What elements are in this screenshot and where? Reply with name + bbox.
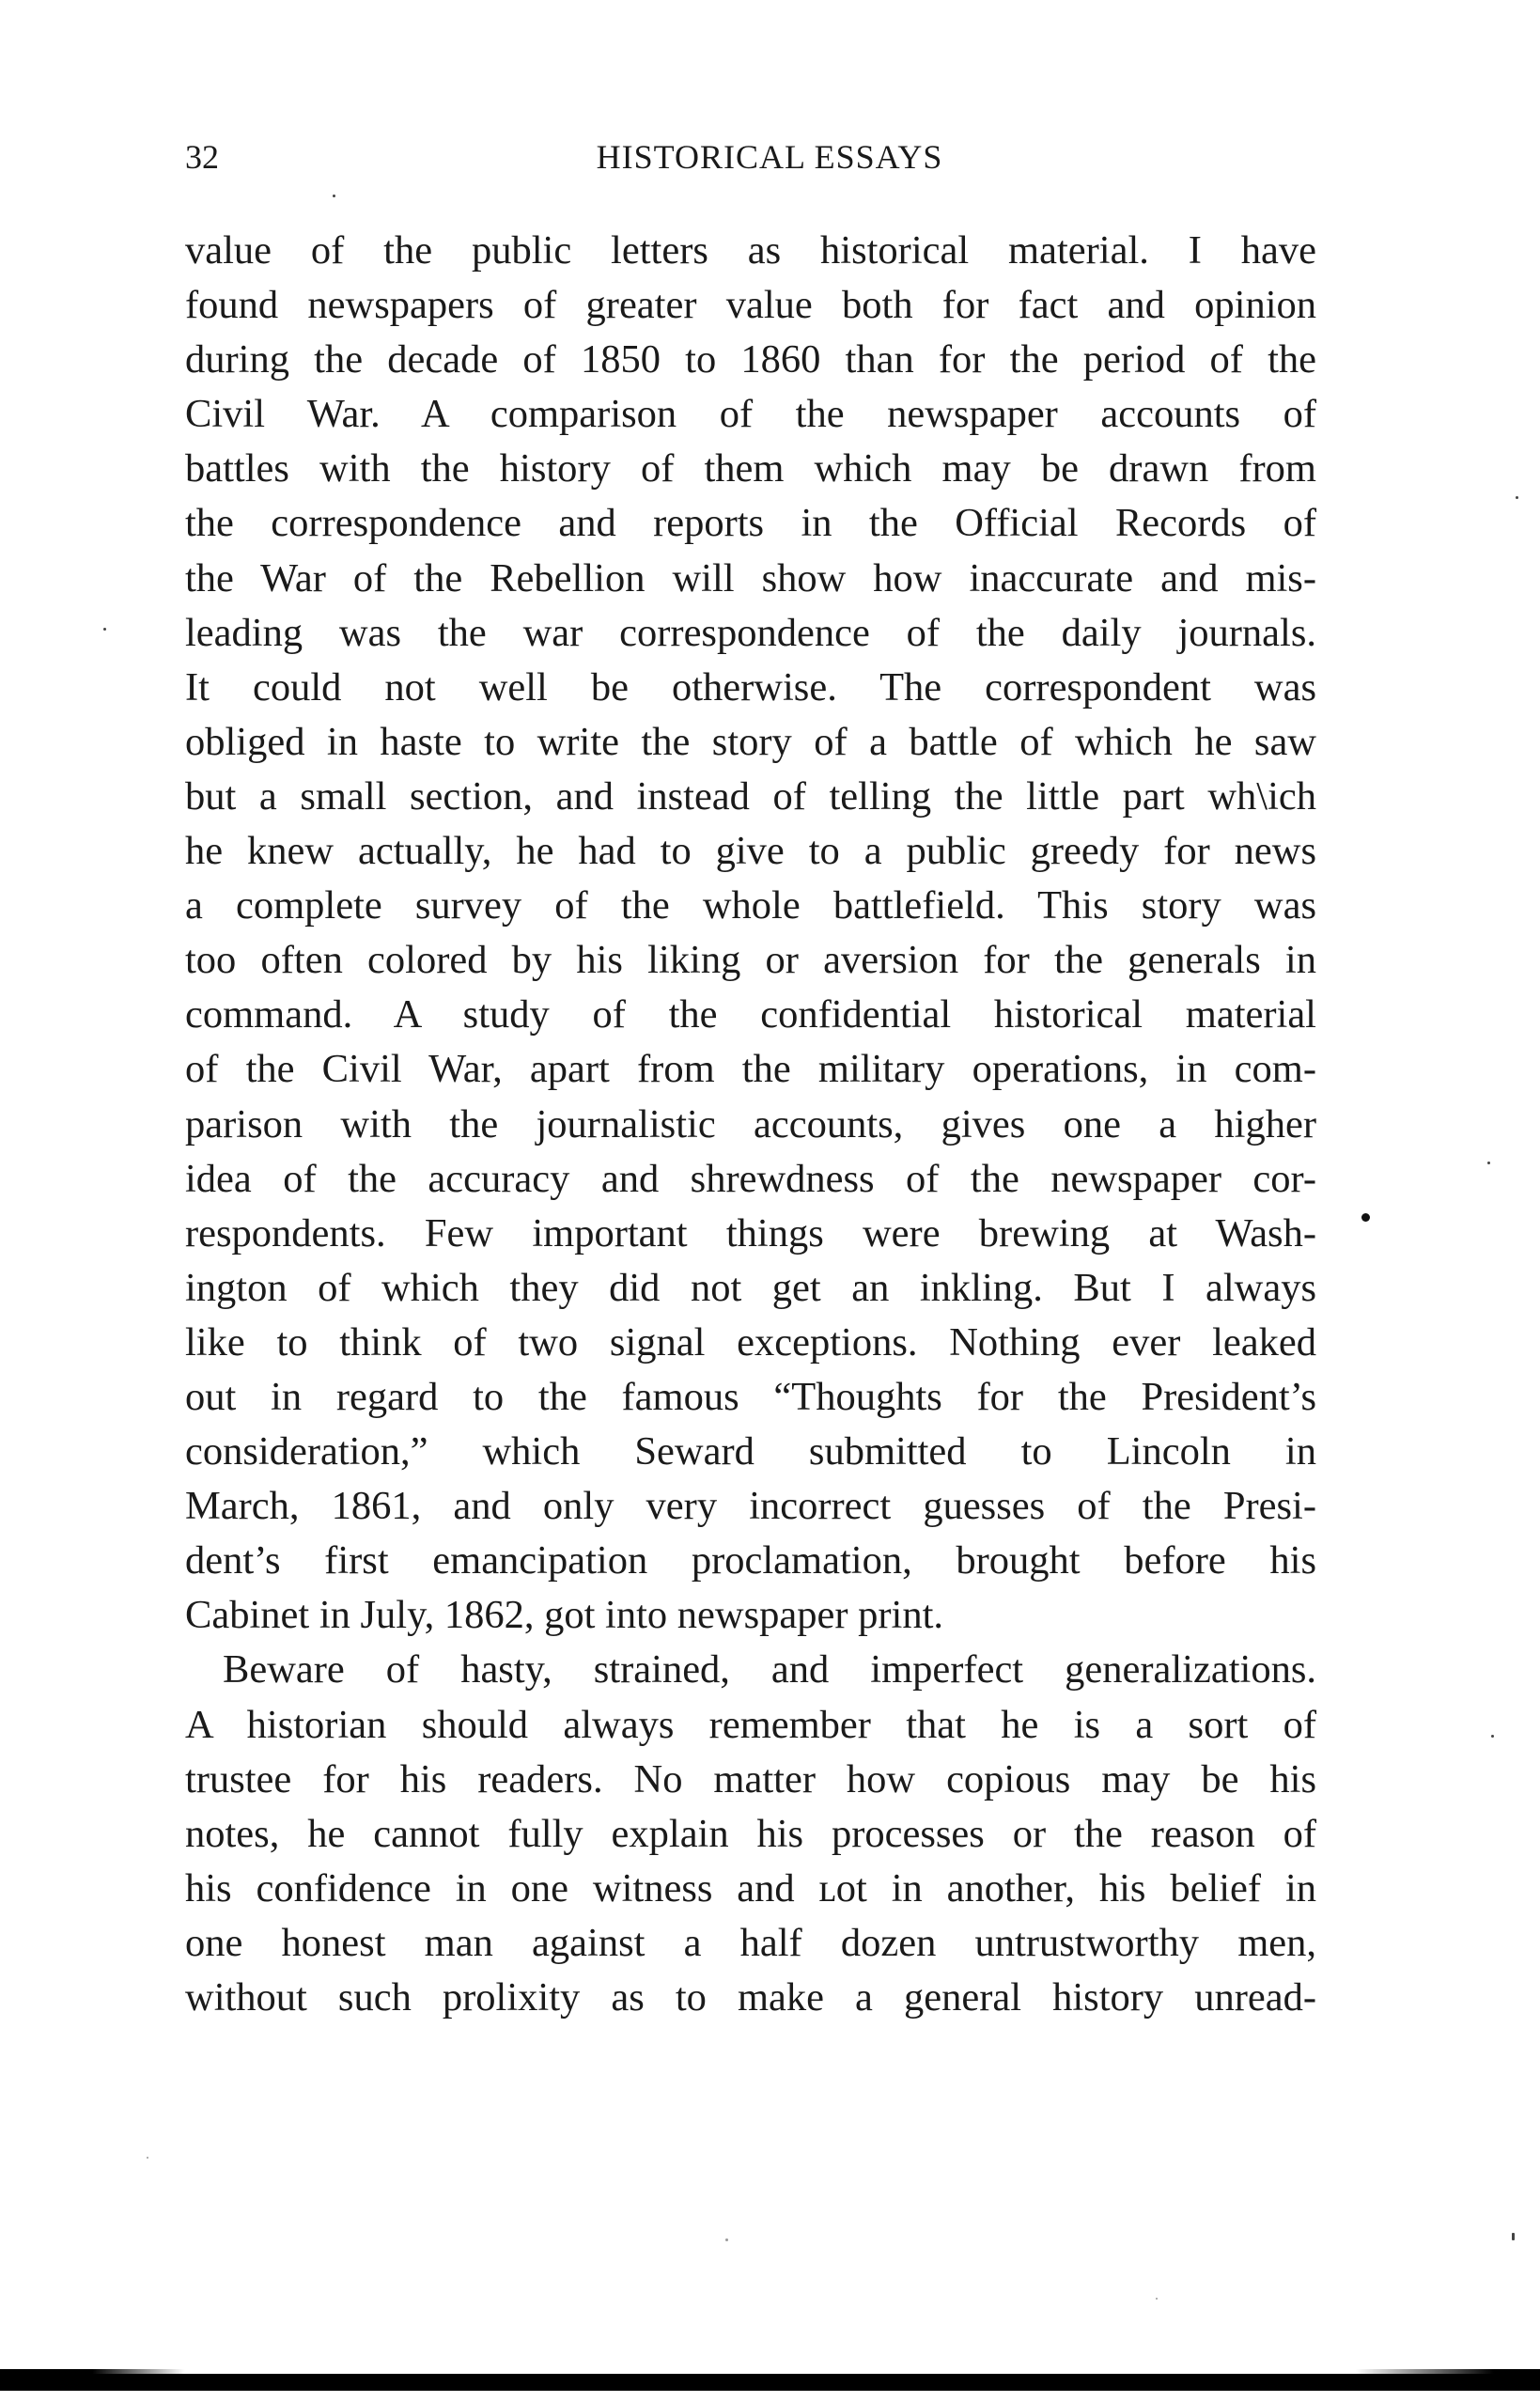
text-line: dent’s first emancipation proclamation, brought before his [185,1538,1316,1583]
scan-speck [1512,2233,1515,2240]
text-line: obliged in haste to write the story of a battle of which he saw [185,719,1316,764]
text-line: without such prolixity as to make a general history unread- [185,1975,1316,2020]
text-line: Civil War. A comparison of the newspaper accounts of [185,392,1316,437]
text-line: but a small section, and instead of telling the little part wh\ich [185,773,1316,819]
text-line: command. A study of the confidential historical material [185,992,1316,1037]
running-head: HISTORICAL ESSAYS [596,138,943,176]
text-line: It could not well be otherwise. The correspondent was [185,664,1316,710]
scan-speck [1361,1213,1370,1222]
text-line: like to think of two signal exceptions. Nothing ever leaked [185,1319,1316,1365]
text-line: battles with the history of them which may be drawn from [185,446,1316,491]
text-line: parison with the journalistic accounts, gives one a higher [185,1101,1316,1146]
scan-speck [333,195,335,197]
scan-speck [1516,496,1518,499]
text-line: trustee for his readers. No matter how copious may be his [185,1756,1316,1802]
text-line: A historian should always remember that he is a sort of [185,1702,1316,1747]
text-line: consideration,” which Seward submitted to Lincoln in [185,1429,1316,1474]
text-line: a complete survey of the whole battlefield. This story was [185,883,1316,928]
text-line: Beware of hasty, strained, and imperfect generalizations. [223,1647,1316,1692]
scan-speck [103,628,106,631]
scan-speck [147,2157,148,2159]
scan-speck [1487,1162,1490,1164]
text-line: his confidence in one witness and ʟot in another, his belief in [185,1865,1316,1911]
paragraph-1 [185,224,1316,1643]
paragraph-2 [185,1643,1316,2025]
text-line: March, 1861, and only very incorrect guesses of the Presi- [185,1484,1316,1529]
text-line: idea of the accuracy and shrewdness of the newspaper cor- [185,1156,1316,1201]
page-header [185,133,1316,180]
text-line: of the Civil War, apart from the military operations, in com- [185,1047,1316,1092]
text-line: Cabinet in July, 1862, got into newspaper print. [185,1593,944,1638]
text-line: ington of which they did not get an inkling. But I always [185,1265,1316,1310]
scan-speck [1156,2298,1158,2300]
text-line: notes, he cannot fully explain his processes or the reason of [185,1811,1316,1856]
scan-speck [725,2238,728,2241]
text-line: too often colored by his liking or aversion for the generals in [185,938,1316,983]
text-line: found newspapers of greater value both for fact and opinion [185,283,1316,328]
text-line: during the decade of 1850 to 1860 than for the period of the [185,337,1316,382]
text-line: out in regard to the famous “Thoughts for the President’s [185,1374,1316,1419]
page-number: 32 [185,138,219,176]
body-text [185,224,1316,2025]
text-line: value of the public letters as historical material. I have [185,228,1316,273]
text-line: respondents. Few important things were brewing at Wash- [185,1210,1316,1256]
text-line: leading was the war correspondence of the daily journals. [185,610,1316,655]
text-line: the War of the Rebellion will show how inaccurate and mis- [185,555,1316,600]
scan-speck [1491,1735,1494,1738]
text-line: the correspondence and reports in the Official Records of [185,501,1316,546]
text-line: he knew actually, he had to give to a public greedy for news [185,829,1316,874]
scan-bottom-edge-taper [0,2369,1540,2377]
text-line: one honest man against a half dozen untrustworthy men, [185,1920,1316,1965]
